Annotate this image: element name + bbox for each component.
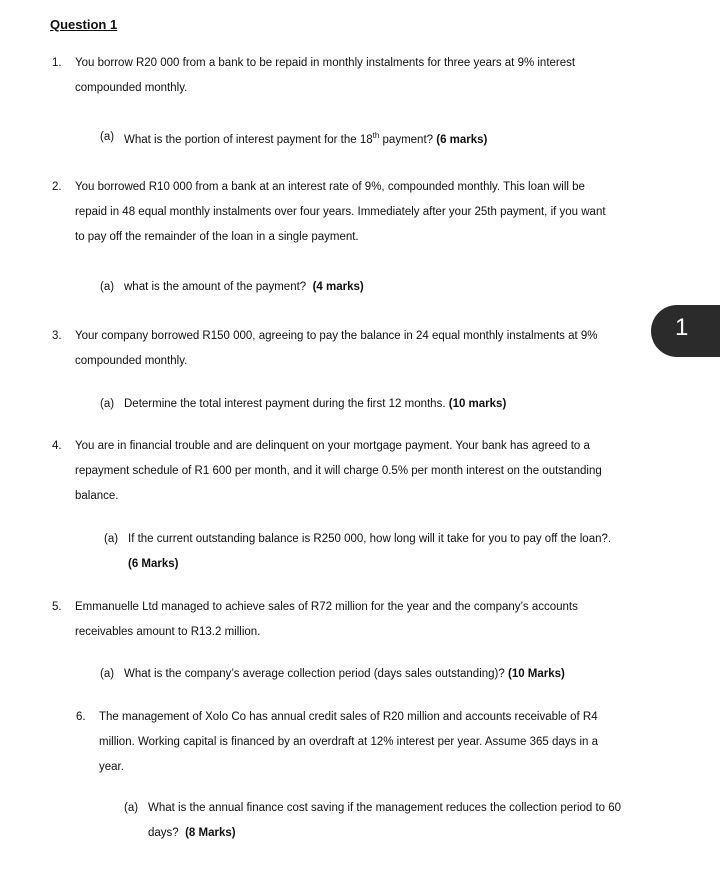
marks-label: (6 Marks) — [128, 558, 179, 570]
question-text-line: Your company borrowed R150 000, agreeing to pay the balance in 24 equal monthly instalments at 9% — [75, 330, 598, 342]
marks-label: (4 marks) — [312, 281, 364, 293]
question-text-line: year. — [99, 761, 124, 773]
page-number: 1 — [675, 314, 689, 341]
subquestion-label: (a) — [100, 131, 115, 143]
subquestion-text-part: days? — [148, 827, 179, 839]
question-text-line: balance. — [75, 490, 119, 502]
question-text-line: to pay off the remainder of the loan in a single payment. — [75, 231, 359, 243]
question-text-line: Emmanuelle Ltd managed to achieve sales of R72 million for the year and the company’s accounts — [75, 601, 578, 613]
question-text-line: You borrowed R10 000 from a bank at an interest rate of 9%, compounded monthly. This loan will be — [75, 181, 585, 193]
subquestion-text: What is the annual finance cost saving if the management reduces the collection period to 60 — [148, 802, 622, 814]
subquestion-label: (a) — [100, 668, 115, 680]
question-text-line: You are in financial trouble and are delinquent on your mortgage payment. Your bank has agreed to a — [75, 440, 590, 452]
question-number: 5. — [52, 601, 62, 613]
subquestion-label: (a) — [100, 398, 115, 410]
marks-label: (8 Marks) — [185, 827, 236, 839]
subquestion-label: (a) — [100, 281, 115, 293]
question-text-line: compounded monthly. — [75, 355, 188, 367]
question-text-line: compounded monthly. — [75, 82, 188, 94]
subquestion-text — [124, 668, 565, 680]
marks-label: (10 Marks) — [507, 668, 565, 680]
question-text-line: receivables amount to R13.2 million. — [75, 626, 261, 638]
question-text-line: You borrow R20 000 from a bank to be repaid in monthly instalments for three years at 9% interest — [75, 57, 576, 69]
question-number: 4. — [52, 440, 62, 452]
page-number-badge — [651, 305, 720, 357]
marks-label: (10 marks) — [448, 398, 507, 410]
subquestion-text-continued — [148, 827, 236, 839]
question-text-line: million. Working capital is financed by an overdraft at 12% interest per year. Assume 365 days in a — [99, 736, 599, 748]
subquestion-text-part: Determine the total interest payment during the first 12 months. — [124, 398, 446, 410]
question-number: 3. — [52, 330, 62, 342]
subquestion-text-part: What is the portion of interest payment for the 18 — [124, 133, 373, 146]
question-text-line: repayment schedule of R1 600 per month, and it will charge 0.5% per month interest on the outstanding — [75, 465, 602, 477]
subquestion-text — [124, 131, 487, 146]
subquestion-text — [124, 398, 506, 410]
subquestion-label: (a) — [124, 802, 139, 814]
marks-label: (6 marks) — [436, 133, 488, 146]
subquestion-label: (a) — [104, 533, 119, 545]
subquestion-text-part: What is the company’s average collection period (days sales outstanding)? — [124, 668, 505, 680]
question-text-line: The management of Xolo Co has annual credit sales of R20 million and accounts receivable of R4 — [99, 711, 598, 723]
question-text-line: repaid in 48 equal monthly instalments over four years. Immediately after your 25th payment, if you want — [75, 206, 606, 218]
question-number: 6. — [76, 711, 86, 723]
subquestion-text-part: payment? — [379, 133, 434, 146]
question-number: 2. — [52, 181, 62, 193]
question-number: 1. — [52, 57, 62, 69]
subquestion-text-part: what is the amount of the payment? — [124, 281, 307, 293]
ordinal-superscript: th — [372, 131, 380, 140]
subquestion-text: If the current outstanding balance is R250 000, how long will it take for you to pay off the loan?. — [128, 533, 612, 545]
subquestion-text — [124, 281, 364, 293]
page-title: Question 1 — [50, 17, 118, 32]
